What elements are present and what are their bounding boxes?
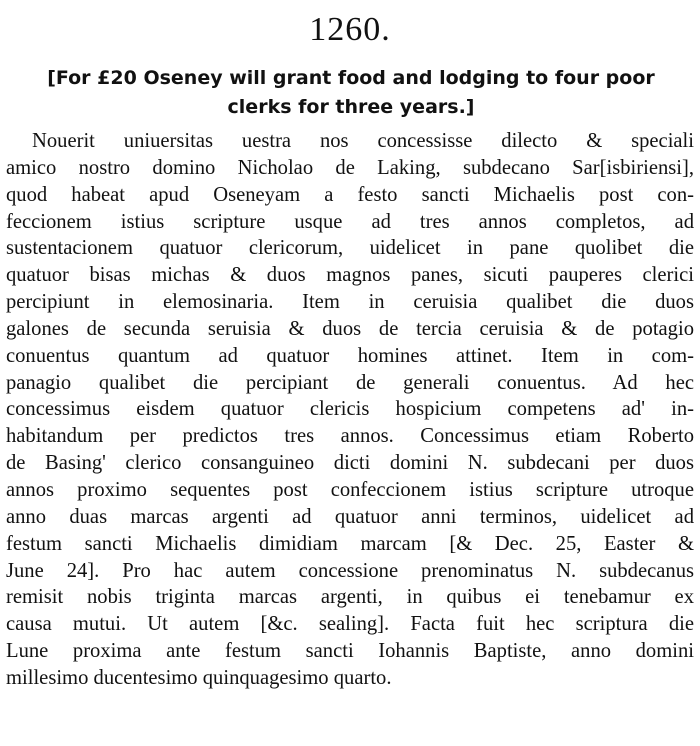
text-line: festum sancti Michaelis dimidiam marcam [& Dec. 25, Easter & — [6, 532, 694, 555]
text-line: galones de secunda seruisia & duos de tercia ceruisia & de potagio — [6, 317, 694, 340]
charter-text — [6, 128, 694, 692]
text-line: habitandum per predictos tres annos. Concessimus etiam Roberto — [6, 425, 694, 448]
document-number: 1260. — [309, 11, 391, 48]
text-line: Nouerit uniuersitas uestra nos concessisse dilecto & speciali — [32, 130, 694, 152]
text-line: causa mutui. Ut autem [&c. sealing]. Facta fuit hec scriptura die — [6, 613, 694, 636]
text-line: panagio qualibet die percipiant de generali conuentus. Ad hec — [6, 371, 694, 394]
text-line: quod habeat apud Oseneyam a festo sancti Michaelis post con- — [6, 183, 694, 206]
text-line: anno duas marcas argenti ad quatuor anni terminos, uidelicet ad — [6, 505, 694, 528]
text-line: annos proximo sequentes post confeccionem istius scripture utroque — [6, 478, 694, 501]
document-heading — [10, 64, 692, 122]
text-line: millesimo ducentesimo quinquagesimo quarto. — [6, 666, 392, 689]
text-line: remisit nobis triginta marcas argenti, in quibus ei tenebamur ex — [6, 586, 694, 609]
heading-line: clerks for three years.] — [227, 96, 475, 118]
heading-line: [For £20 Oseney will grant food and lodging to four poor — [47, 67, 655, 89]
text-line: feccionem istius scripture usque ad tres annos completos, ad — [6, 210, 694, 233]
text-line: de Basing' clerico consanguineo dicti domini N. subdecani per duos — [6, 452, 694, 475]
text-line: concessimus eisdem quatuor clericis hospicium competens ad' in- — [6, 398, 694, 421]
text-line: Lune proxima ante festum sancti Iohannis Baptiste, anno domini — [6, 640, 694, 663]
text-line: sustentacionem quatuor clericorum, uidelicet in pane quolibet die — [6, 237, 694, 260]
text-line: amico nostro domino Nicholao de Laking, subdecano Sar[isbiriensi], — [6, 156, 694, 179]
text-line: June 24]. Pro hac autem concessione prenominatus N. subdecanus — [6, 559, 694, 582]
text-line: percipiunt in elemosinaria. Item in ceruisia qualibet die duos — [6, 291, 694, 314]
text-line: quatuor bisas michas & duos magnos panes, sicuti pauperes clerici — [6, 264, 694, 287]
text-line: conuentus quantum ad quatuor homines attinet. Item in com- — [6, 344, 694, 367]
